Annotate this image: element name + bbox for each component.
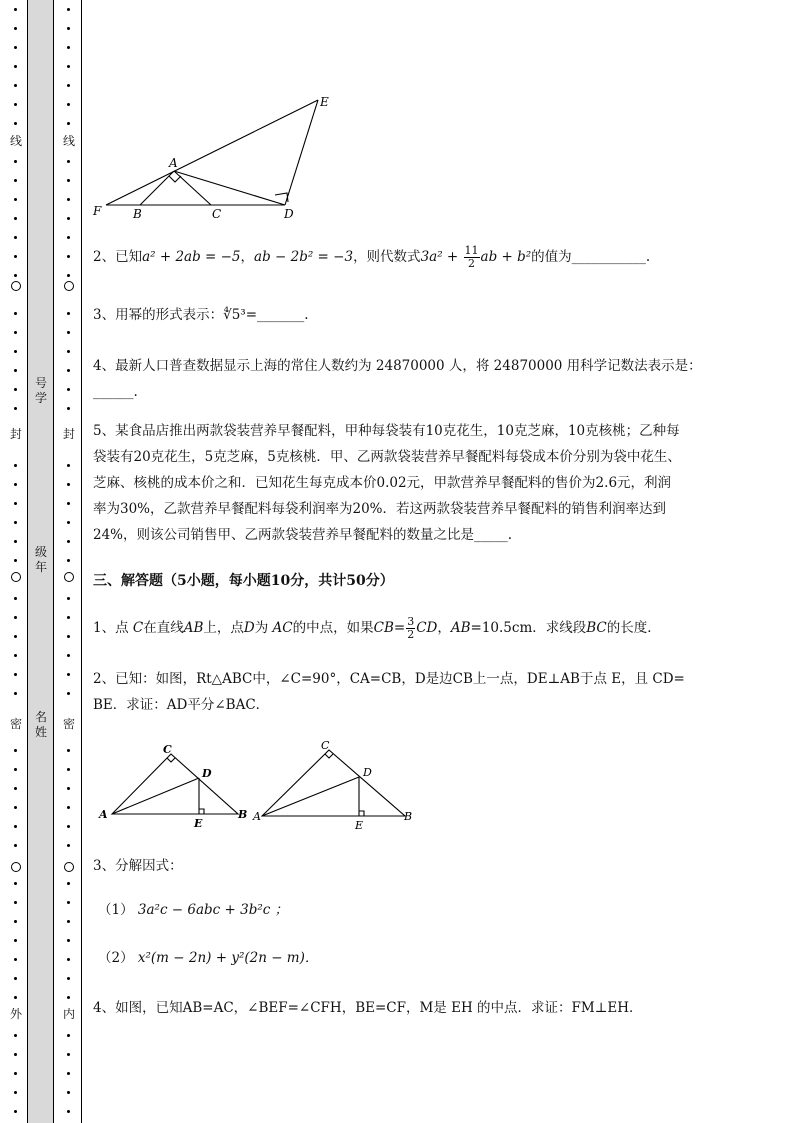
gutter-dot [67, 540, 70, 543]
gutter-dot [14, 597, 17, 600]
gutter-dot [14, 160, 17, 163]
figure2-label: D [363, 766, 372, 779]
figure-triangle-fbcde [88, 90, 348, 230]
gutter-circle [11, 281, 21, 291]
gutter-dot [14, 65, 17, 68]
question-solve-4: 4、如图，已知AB=AC，∠BEF=∠CFH，BE=CF，M是 EH 的中点．求证：FM⊥EH． [93, 1000, 643, 1016]
gutter-dot [67, 996, 70, 999]
fraction: $\frac{3}{2}$ [407, 615, 415, 641]
fraction: $\frac{11}{2}$ [464, 244, 479, 270]
gutter-dot [14, 274, 17, 277]
gutter-dot [14, 996, 17, 999]
gutter-circle [11, 862, 21, 872]
gutter-outer-char: 外 [9, 1007, 22, 1021]
gutter-dot [67, 179, 70, 182]
gutter-dot [14, 1053, 17, 1056]
gutter-dot [14, 255, 17, 258]
gutter-dot [67, 768, 70, 771]
gutter-label-name: 名姓 [34, 710, 47, 739]
gutter-dot [67, 521, 70, 524]
gutter-dot [14, 768, 17, 771]
gutter-circle [64, 572, 74, 582]
figure2-label: E [355, 819, 364, 832]
gutter-dot [14, 806, 17, 809]
gutter-dot [67, 407, 70, 410]
gutter-dot [14, 369, 17, 372]
question-solve-2: 2、已知：如图，Rt△ABC中，∠C=90°，CA=CB，D是边CB上一点，DE⊥AB于点 E，且 CD= BE．求证：AD平分∠BAC． [93, 671, 685, 713]
gutter-dot [67, 901, 70, 904]
figure2-label: E [194, 817, 203, 830]
gutter-dot [14, 787, 17, 790]
question-fill-4: 4、最新人口普查数据显示上海的常住人数约为 24870000 人，将 24870000 用科学记数法表示是： ______. [93, 358, 702, 400]
gutter-dot [67, 103, 70, 106]
gutter-dot [14, 198, 17, 201]
figure1-label: A [169, 156, 178, 170]
section-heading: 三、解答题（5小题，每小题10分，共计50分） [93, 573, 394, 589]
figure2-label: B [238, 808, 248, 821]
gutter-dot [67, 559, 70, 562]
figure2-label: C [163, 743, 172, 756]
question-fill-5: 5、某食品店推出两款袋装营养早餐配料，甲种每袋装有10克花生，10克芝麻，10克核桃；乙种每 袋装有20克花生，5克芝麻，5克核桃．甲、乙两款袋装营养早餐配料每袋成本价分别为袋中花生、 芝麻、核桃的成本价之和．已知花生每克成本价0.02元，甲款营养早餐配料的售价为2.6元，利润 率为30%，乙款营养早餐配料每袋利润率为20%．若这两款袋装营养早餐配料的销售利润率达到 24%，则该公司销售甲、乙两款袋装营养早餐配料的数量之比是_____. [93, 423, 681, 543]
figure1-label: E [320, 95, 329, 109]
gutter-dot [14, 635, 17, 638]
gutter-dot [67, 255, 70, 258]
gutter-dot [67, 46, 70, 49]
gutter-dot [67, 388, 70, 391]
gutter-circle [11, 572, 21, 582]
gutter-inner-char: 封 [62, 427, 75, 441]
gutter-dot [14, 977, 17, 980]
gutter-dot [14, 331, 17, 334]
gutter-dot [14, 673, 17, 676]
gutter-dot [14, 1091, 17, 1094]
figure2-label: A [253, 810, 261, 823]
question-fill-2: 2、已知a² + 2ab = −5，ab − 2b² = −3，则代数式3a² + $\frac{11}{2}$ ab + b²的值为___________. [93, 244, 651, 270]
gutter-dot [67, 274, 70, 277]
gutter-dot [14, 654, 17, 657]
gutter-dot [67, 502, 70, 505]
gutter-dot [14, 749, 17, 752]
question-fill-3: 3、用幂的形式表示：∜5³=_______. [93, 307, 309, 323]
gutter-dot [14, 920, 17, 923]
gutter-label-student-id: 号学 [34, 376, 47, 405]
gutter-dot [14, 483, 17, 486]
gutter-dot [67, 65, 70, 68]
gutter-label-class: 级年 [34, 545, 47, 574]
gutter-dot [14, 958, 17, 961]
figure2-label: C [321, 739, 330, 752]
gutter-dot [67, 122, 70, 125]
gutter-dot [14, 559, 17, 562]
gutter-dot [14, 502, 17, 505]
gutter-dot [14, 521, 17, 524]
gutter-dot [67, 369, 70, 372]
gutter-dot [67, 806, 70, 809]
gutter-dot [14, 217, 17, 220]
gutter-dot [67, 692, 70, 695]
gutter-dot [14, 540, 17, 543]
question-solve-1: 1、点 C在直线AB上，点D为 AC的中点，如果CB= $\frac{3}{2}$ CD，AB=10.5cm．求线段BC的长度． [93, 615, 661, 641]
figure1-label: C [212, 207, 222, 221]
gutter-dot [67, 673, 70, 676]
gutter-outer-char: 密 [9, 717, 22, 731]
question-solve-3: 3、分解因式： [93, 858, 183, 874]
gutter-dot [14, 1072, 17, 1075]
gutter-dot [67, 312, 70, 315]
gutter-dot [14, 825, 17, 828]
gutter-dot [67, 217, 70, 220]
gutter-dot [67, 483, 70, 486]
gutter-dot [67, 1091, 70, 1094]
gutter-dot [14, 103, 17, 106]
gutter-dot [14, 1034, 17, 1037]
gutter-dot [67, 1053, 70, 1056]
figure-right-triangles [95, 738, 425, 838]
gutter-dot [14, 1110, 17, 1113]
gutter-dot [14, 692, 17, 695]
gutter-dot [67, 597, 70, 600]
gutter-dot [67, 1034, 70, 1037]
gutter-dot [67, 236, 70, 239]
gutter-circle [64, 862, 74, 872]
gutter-dot [67, 616, 70, 619]
gutter-dot [67, 749, 70, 752]
gutter-dot [67, 882, 70, 885]
gutter-dot [67, 160, 70, 163]
gutter-dot [67, 654, 70, 657]
gutter-dot [14, 236, 17, 239]
gutter-dot [14, 8, 17, 11]
question-solve-3-part1: （1） 3a²c − 6abc + 3b²c ； [98, 902, 289, 918]
gutter-inner-char: 线 [62, 134, 75, 148]
gutter-dot [14, 407, 17, 410]
question-solve-3-part2: （2） x²(m − 2n) + y²(2n − m)． [98, 950, 319, 966]
gutter-dot [67, 958, 70, 961]
gutter-dot [14, 901, 17, 904]
gutter-dot [14, 844, 17, 847]
gutter-dot [14, 616, 17, 619]
gutter-dot [67, 8, 70, 11]
gutter-dot [67, 27, 70, 30]
gutter-dot [14, 84, 17, 87]
figure1-label: D [284, 207, 294, 221]
figure1-label: F [93, 204, 102, 218]
gutter-dot [67, 920, 70, 923]
gutter-dot [14, 388, 17, 391]
gutter-dot [67, 977, 70, 980]
gutter-dot [14, 939, 17, 942]
gutter-dot [14, 350, 17, 353]
gutter-dot [67, 331, 70, 334]
gutter-dot [14, 464, 17, 467]
gutter-dot [14, 179, 17, 182]
gutter-circle [64, 281, 74, 291]
gutter-outer-char: 封 [9, 427, 22, 441]
gutter-dot [14, 882, 17, 885]
gutter-dot [67, 939, 70, 942]
gutter-outer-char: 线 [9, 134, 22, 148]
gutter-dot [67, 787, 70, 790]
figure1-label: B [133, 207, 142, 221]
gutter-dot [67, 84, 70, 87]
gutter-dot [67, 825, 70, 828]
gutter-dot [67, 464, 70, 467]
gutter-dot [67, 350, 70, 353]
gutter-inner-char: 内 [62, 1007, 75, 1021]
gutter-dot [14, 122, 17, 125]
gutter-dot [14, 27, 17, 30]
gutter-dot [67, 1110, 70, 1113]
gutter-dot [67, 1072, 70, 1075]
gutter-dot [67, 844, 70, 847]
gutter-dot [14, 312, 17, 315]
gutter-dot [67, 635, 70, 638]
figure2-label: B [404, 810, 413, 823]
figure2-label: A [99, 808, 108, 821]
gutter-dot [14, 46, 17, 49]
gutter-dot [67, 198, 70, 201]
gutter-inner-char: 密 [62, 717, 75, 731]
figure2-label: D [202, 767, 212, 780]
